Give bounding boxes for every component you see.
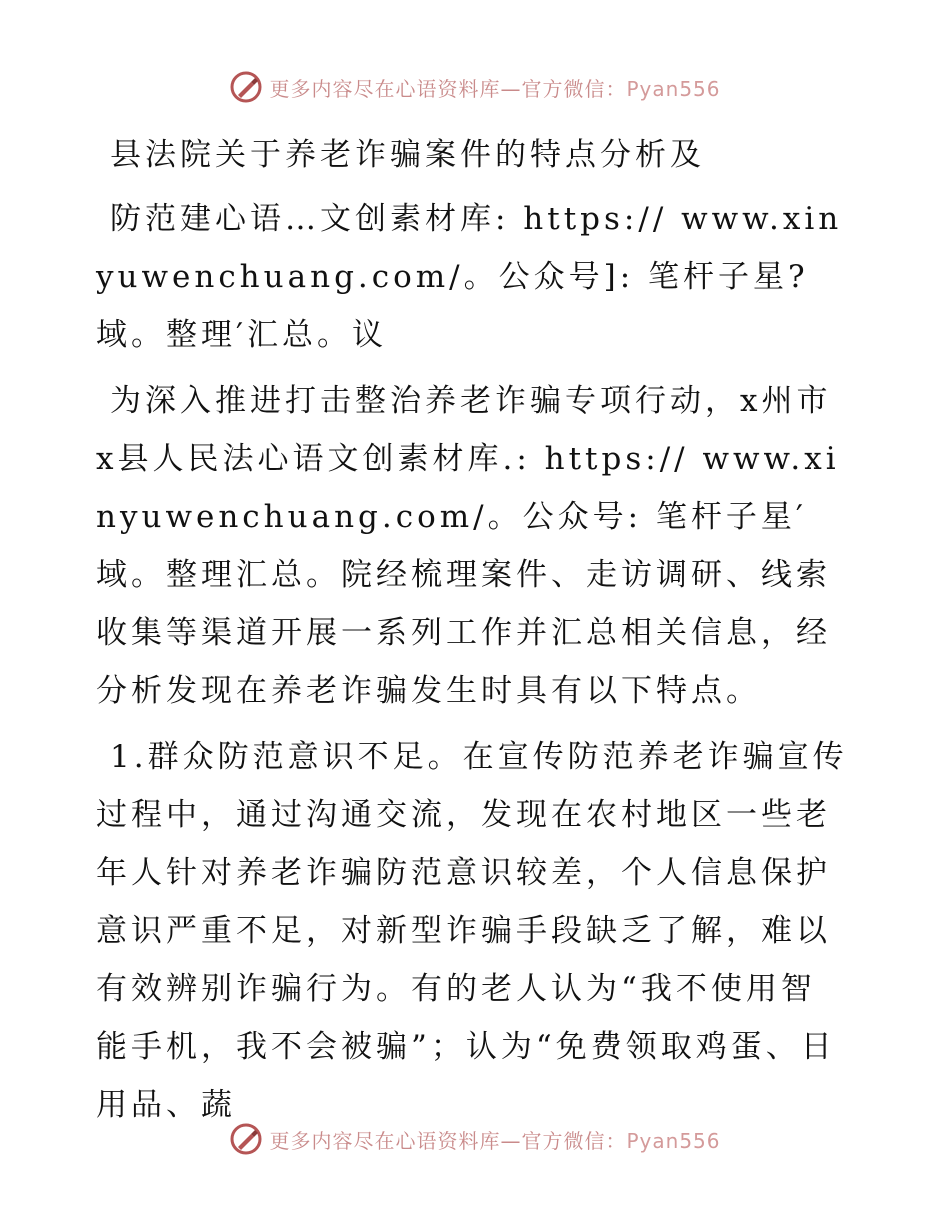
watermark-label: 官方微信： [521,1128,627,1153]
pen-logo-icon [229,70,263,104]
document-body [96,126,848,1134]
watermark-separator: — [500,76,522,101]
watermark-label: 官方微信： [521,76,627,101]
paragraph-2: 为深入推进打击整治养老诈骗专项行动，x州市x县人民法心语文创素材库.: https:// www.xinyuwenchuang.com/。公众号: 笔杆子星′域。整理汇总。院经梳理案件、走访调研、线索收集等渠道开展一系列工作并汇总相关信息，经分析发现在养老诈骗发生时具有以下特点。 [96,383,840,709]
document-title: 县法院关于养老诈骗案件的特点分析及 [110,137,705,173]
watermark-main-text: 更多内容尽在心语资料库 [269,76,501,101]
watermark-main-text: 更多内容尽在心语资料库 [269,1128,501,1153]
watermark-account: Pyan556 [626,1128,721,1153]
paragraph-1: 防范建心语…文创素材库: https:// www.xinyuwenchuang.com/。公众号]: 笔杆子星?域。整理′汇总。议 [96,201,843,353]
watermark-separator: — [500,1128,522,1153]
header-watermark [0,70,950,104]
watermark-account: Pyan556 [626,76,721,101]
paragraph-3: 1.群众防范意识不足。在宣传防范养老诈骗宣传过程中，通过沟通交流，发现在农村地区一些老年人针对养老诈骗防范意识较差，个人信息保护意识严重不足，对新型诈骗手段缺乏了解，难以有效辨别诈骗行为。有的老人认为“我不使用智能手机，我不会被骗”；认为“免费领取鸡蛋、日用品、蔬 [96,739,848,1123]
footer-watermark [0,1122,950,1156]
pen-logo-icon [229,1122,263,1156]
